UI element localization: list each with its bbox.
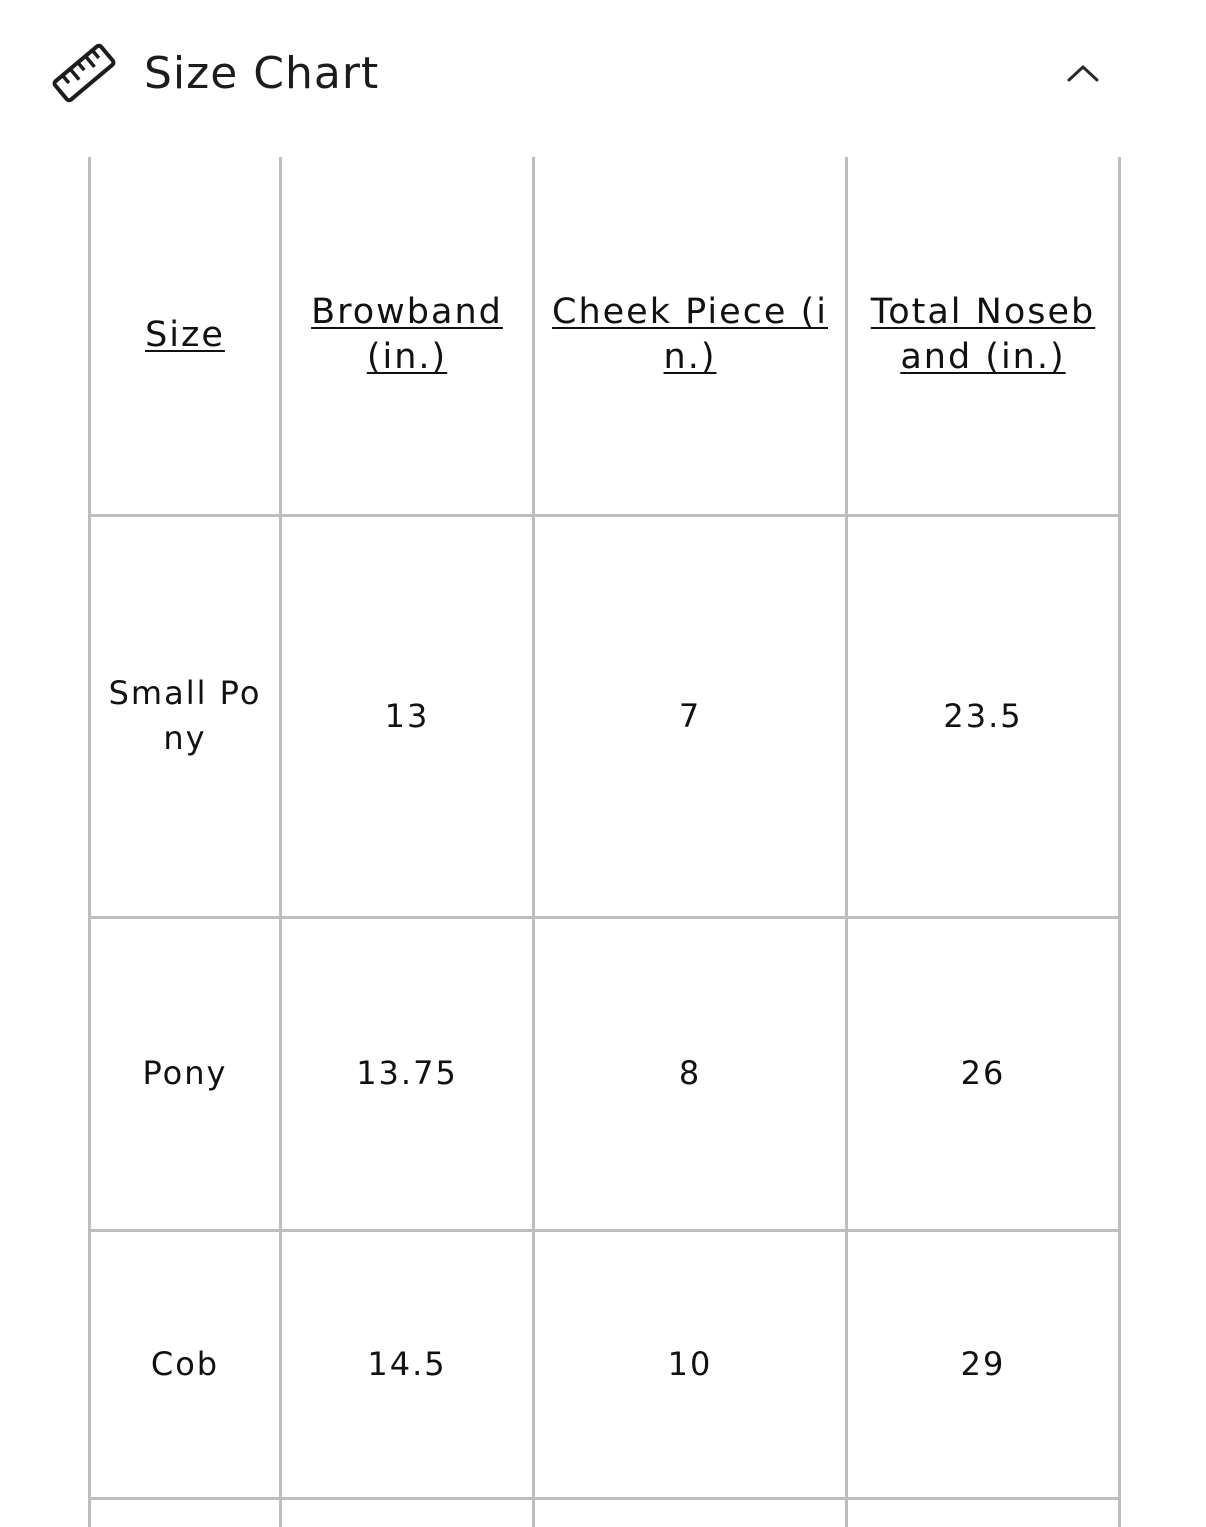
table-header-row	[90, 157, 1120, 515]
collapse-toggle-button[interactable]	[1058, 52, 1108, 98]
noseband-cell	[847, 1498, 1120, 1527]
size-cell	[90, 917, 281, 1230]
header-cheek-piece	[534, 157, 847, 515]
ruler-icon	[52, 42, 116, 104]
noseband-cell: 29	[847, 1230, 1120, 1498]
header-size	[90, 157, 281, 515]
table-row	[90, 515, 1120, 917]
table-row	[90, 1498, 1120, 1527]
cheek-piece-cell	[534, 1498, 847, 1527]
cheek-piece-cell: 7	[534, 515, 847, 917]
size-value: Cob	[150, 1344, 220, 1383]
browband-cell: 13	[281, 515, 534, 917]
cheek-piece-cell: 10	[534, 1230, 847, 1498]
accordion-title: Size Chart	[144, 48, 380, 99]
chevron-up-icon	[1066, 63, 1100, 88]
size-cell	[90, 1230, 281, 1498]
browband-cell: 13.75	[281, 917, 534, 1230]
size-cell	[90, 515, 281, 917]
size-chart-table-container	[88, 157, 1118, 1527]
size-value: Pony	[142, 1054, 228, 1092]
browband-cell: 14.5	[281, 1230, 534, 1498]
noseband-cell: 23.5	[847, 515, 1120, 917]
header-noseband	[847, 157, 1120, 515]
cheek-piece-cell: 8	[534, 917, 847, 1230]
size-value: Small Pony	[108, 674, 262, 757]
noseband-cell: 26	[847, 917, 1120, 1230]
header-noseband-label: Total Noseband (in.)	[870, 292, 1096, 378]
size-cell	[90, 1498, 281, 1527]
header-browband	[281, 157, 534, 515]
table-row	[90, 1230, 1120, 1498]
size-chart-accordion-header[interactable]	[0, 0, 1206, 150]
table-row	[90, 917, 1120, 1230]
header-browband-label: Browband (in.)	[311, 292, 503, 378]
header-size-label: Size	[145, 314, 225, 355]
header-cheek-piece-label: Cheek Piece (in.)	[552, 292, 828, 378]
browband-cell	[281, 1498, 534, 1527]
size-chart-table	[88, 157, 1121, 1527]
